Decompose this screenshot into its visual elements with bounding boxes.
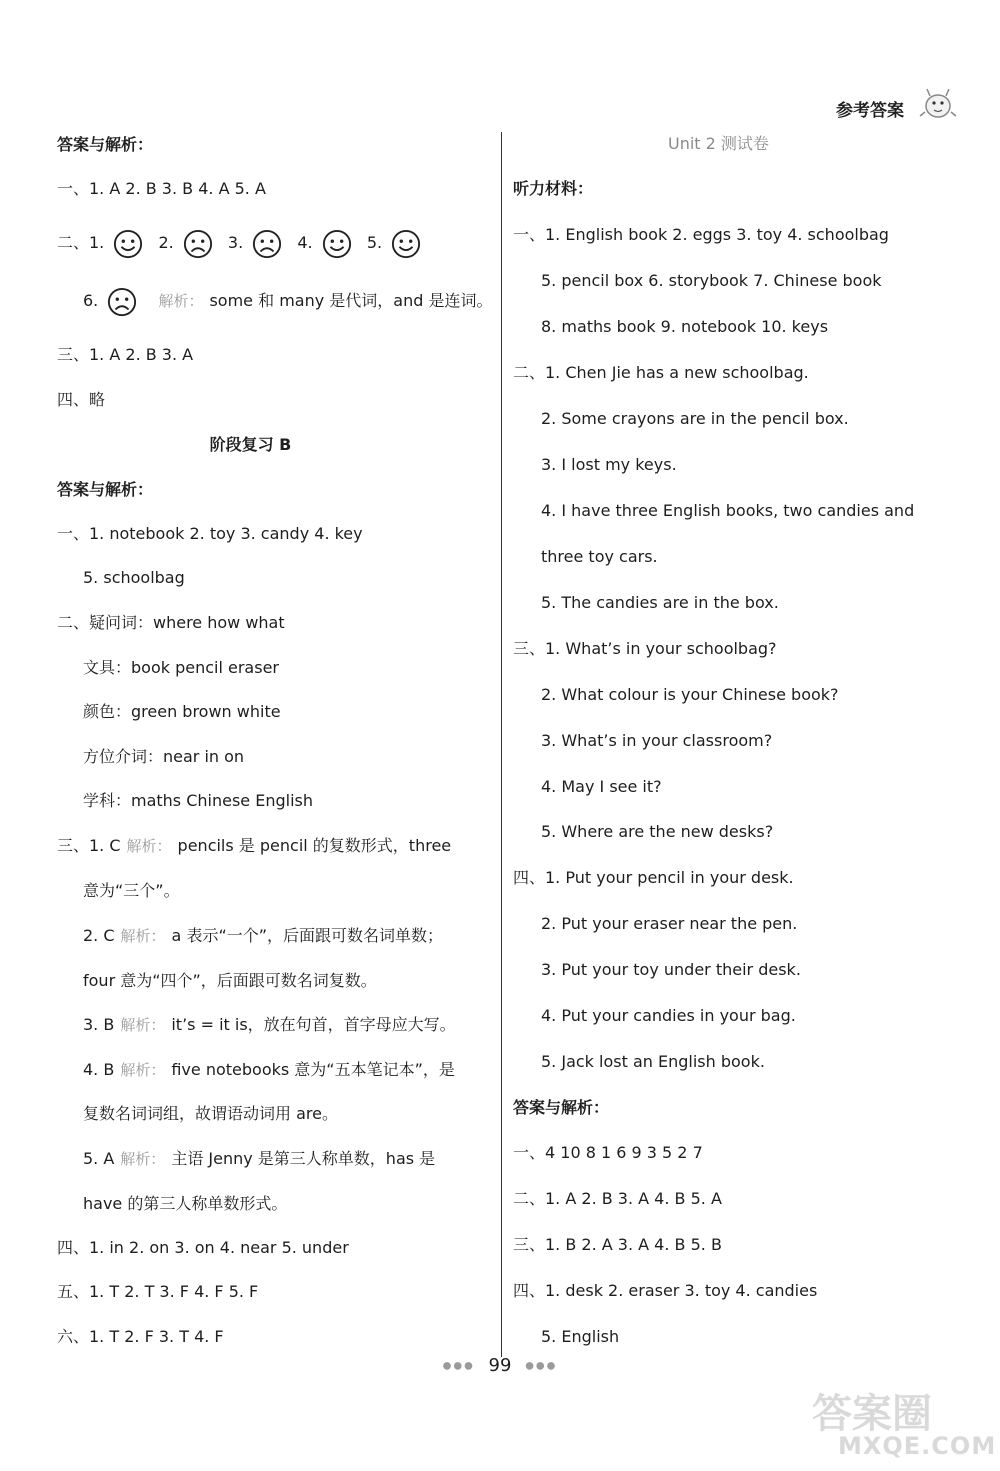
answer-label: 5. A	[83, 1149, 115, 1168]
smiley-face-icon	[113, 229, 143, 259]
answer-label: 3.	[227, 233, 244, 252]
listening-heading: 听力材料：	[513, 179, 594, 198]
analysis-text: 复数名词词组，故谓语动词用 are。	[83, 1104, 338, 1123]
listening-line: 2. What colour is your Chinese book?	[541, 685, 839, 704]
answer-line: 二、1. A 2. B 3. A 4. B 5. A	[513, 1189, 722, 1208]
sad-face-icon	[252, 229, 282, 259]
listening-line: 三、1. What’s in your schoolbag?	[513, 639, 777, 658]
answers-heading: 答案与解析：	[513, 1098, 610, 1117]
analysis-text: 意为“三个”。	[83, 881, 180, 900]
answer-line: 四、1. in 2. on 3. on 4. near 5. under	[57, 1238, 349, 1257]
answer-line	[83, 1059, 455, 1081]
listening-line: 5. Jack lost an English book.	[541, 1052, 765, 1071]
listening-line: 8. maths book 9. notebook 10. keys	[541, 317, 829, 336]
dots-decoration-icon: ●●●	[525, 1360, 558, 1372]
column-divider	[501, 132, 502, 1357]
page-number	[0, 1355, 1000, 1376]
answer-line: 六、1. T 2. F 3. T 4. F	[57, 1327, 224, 1346]
answer-line: 三、1. A 2. B 3. A	[57, 345, 194, 364]
answer-line: 5. schoolbag	[83, 568, 185, 587]
listening-line: 2. Put your eraser near the pen.	[541, 914, 798, 933]
answer-line: 四、1. desk 2. eraser 3. toy 4. candies	[513, 1281, 818, 1300]
answer-line: 四、略	[57, 390, 106, 409]
analysis-text: pencils 是 pencil 的复数形式，three	[177, 836, 452, 855]
answer-line: 文具：book pencil eraser	[83, 658, 279, 677]
listening-line: 2. Some crayons are in the pencil box.	[541, 409, 849, 428]
answer-line: 二、疑问词：where how what	[57, 613, 285, 632]
smiley-face-icon	[322, 229, 352, 259]
answer-label: 3. B	[83, 1015, 115, 1034]
face-answer-row	[57, 228, 431, 259]
listening-line: 4. Put your candies in your bag.	[541, 1006, 796, 1025]
listening-line: 3. I lost my keys.	[541, 455, 677, 474]
analysis-label: 解析：	[120, 1150, 166, 1168]
listening-line: 3. Put your toy under their desk.	[541, 960, 801, 979]
analysis-text: five notebooks 意为“五本笔记本”，是	[171, 1060, 455, 1079]
answer-line	[57, 835, 451, 857]
listening-line: 4. I have three English books, two candies and	[541, 501, 915, 520]
analysis-label: 解析：	[126, 837, 172, 855]
answer-label: 6.	[83, 291, 99, 310]
face-answer-row	[83, 286, 492, 317]
mascot-icon	[918, 86, 958, 122]
analysis-label: 解析：	[120, 1016, 166, 1034]
section-title: 阶段复习 B	[209, 435, 292, 454]
analysis-label: 解析：	[158, 292, 204, 310]
answers-heading: 答案与解析：	[57, 480, 154, 499]
analysis-text: it’s = it is，放在句首，首字母应大写。	[171, 1015, 456, 1034]
answer-line: 五、1. T 2. T 3. F 4. F 5. F	[57, 1282, 259, 1301]
listening-line: 3. What’s in your classroom?	[541, 731, 773, 750]
analysis-label: 解析：	[120, 927, 166, 945]
answer-label: 二、1.	[57, 233, 105, 252]
watermark-site: MXQE.COM	[838, 1432, 997, 1460]
answer-line: 颜色：green brown white	[83, 702, 281, 721]
page-header-title: 参考答案	[836, 101, 904, 121]
page-number-text: 99	[488, 1355, 512, 1376]
analysis-text: four 意为“四个”，后面跟可数名词复数。	[83, 971, 377, 990]
analysis-label: 解析：	[120, 1061, 166, 1079]
answer-line: 一、1. A 2. B 3. B 4. A 5. A	[57, 179, 266, 198]
answer-label: 5.	[366, 233, 383, 252]
listening-line: 一、1. English book 2. eggs 3. toy 4. schoolbag	[513, 225, 889, 244]
sad-face-icon	[183, 229, 213, 259]
answer-label: 2. C	[83, 926, 115, 945]
analysis-text: 主语 Jenny 是第三人称单数，has 是	[171, 1149, 436, 1168]
answer-label: 4.	[297, 233, 313, 252]
listening-line: 4. May I see it?	[541, 777, 662, 796]
answer-line: 方位介词：near in on	[83, 747, 245, 766]
answer-line: 学科：maths Chinese English	[83, 791, 314, 810]
listening-line: 5. pencil box 6. storybook 7. Chinese book	[541, 271, 882, 290]
sad-face-icon	[107, 287, 137, 317]
answer-line: 一、1. notebook 2. toy 3. candy 4. key	[57, 524, 363, 543]
answers-heading: 答案与解析：	[57, 135, 154, 154]
answer-line: 三、1. B 2. A 3. A 4. B 5. B	[513, 1235, 722, 1254]
answer-line	[83, 1148, 435, 1170]
analysis-text: some 和 many 是代词，and 是连词。	[209, 291, 493, 310]
listening-line: 二、1. Chen Jie has a new schoolbag.	[513, 363, 809, 382]
listening-line: 四、1. Put your pencil in your desk.	[513, 868, 794, 887]
analysis-text: have 的第三人称单数形式。	[83, 1194, 288, 1213]
answer-line	[83, 925, 443, 947]
dots-decoration-icon: ●●●	[442, 1360, 475, 1372]
listening-line: 5. The candies are in the box.	[541, 593, 779, 612]
watermark-cn: 答案圈	[812, 1391, 932, 1437]
listening-line: three toy cars.	[541, 547, 658, 566]
answer-label: 2.	[158, 233, 174, 252]
smiley-face-icon	[391, 229, 421, 259]
answer-line: 5. English	[541, 1327, 620, 1346]
answer-label: 4. B	[83, 1060, 115, 1079]
answer-line: 一、4 10 8 1 6 9 3 5 2 7	[513, 1143, 703, 1162]
section-title: Unit 2 测试卷	[668, 134, 769, 153]
answer-label: 三、1. C	[57, 836, 121, 855]
listening-line: 5. Where are the new desks?	[541, 822, 774, 841]
answer-line	[83, 1014, 456, 1036]
analysis-text: a 表示“一个”，后面跟可数名词单数；	[171, 926, 444, 945]
